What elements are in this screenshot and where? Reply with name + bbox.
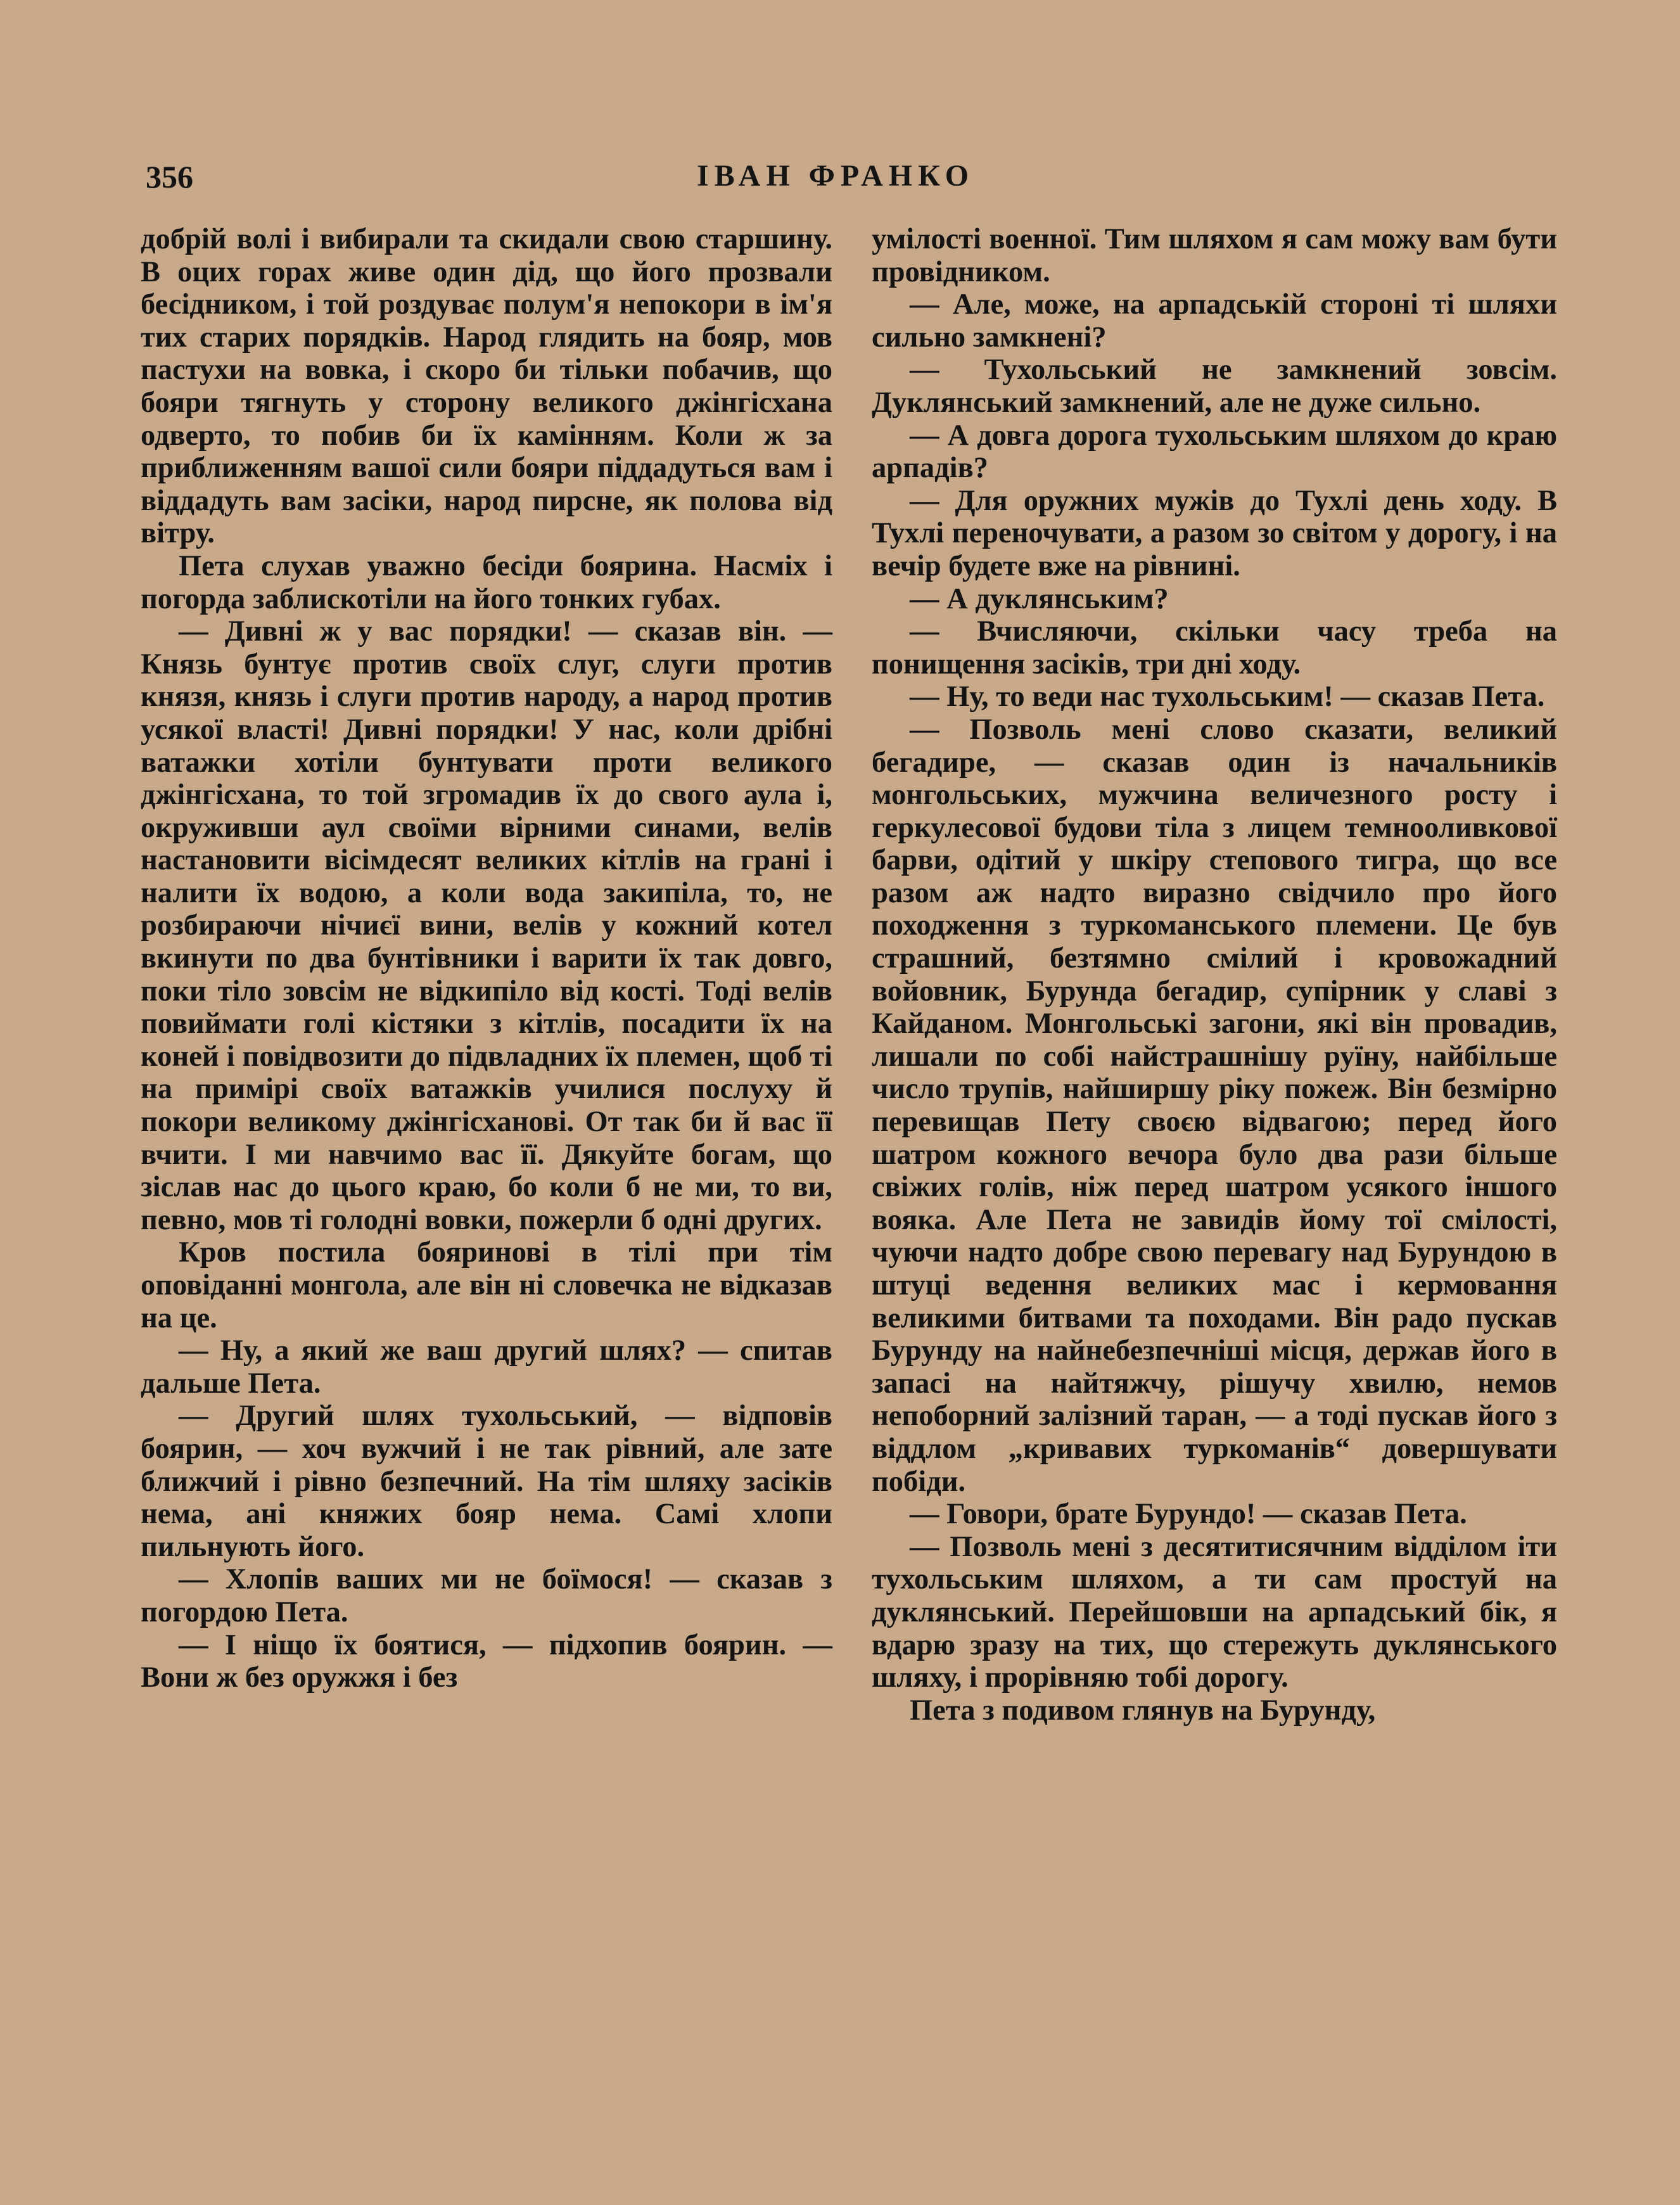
paragraph: — Хлопів ваших ми не боїмося! — сказав з погордою Пета. bbox=[141, 1563, 832, 1628]
paragraph: — Другий шлях тухольський, — відповів боярин, — хоч вужчий і не так рівний, але зате ближчий і рівно безпечний. На тім шляху засіків нема, ані княжих бояр нема. Самі хлопи пильнують його. bbox=[141, 1400, 832, 1563]
paragraph: — Позволь мені з десятитисячним відділом іти тухольським шляхом, а ти сам простуй на дуклянський. Перейшовши на арпадський бік, я вдарю зразу на тих, що стережуть дуклянського шляху, і прорівняю тобі дорогу. bbox=[872, 1530, 1557, 1694]
paragraph: Пета слухав уважно бесіди боярина. Насміх і погорда заблискотіли на його тонких губах. bbox=[141, 549, 832, 615]
paragraph: — А довга дорога тухольським шляхом до краю арпадів? bbox=[872, 419, 1557, 485]
paragraph: добрій волі і вибирали та скидали свою старшину. В оцих горах живе один дід, що його прозвали бесідником, і той роздуває полум'я непокори в ім'я тих старих порядків. Народ глядить на бояр, мов пастухи на вовка, і скоро би тільки побачив, що бояри тягнуть у сторону великого джінгісхана одверто, то побив би їх камінням. Коли ж за приближенням вашої сили бояри піддадуться вам і віддадуть вам засіки, народ пирсне, як полова від вітру. bbox=[141, 223, 832, 550]
paragraph: — Для оружних мужів до Тухлі день ходу. В Тухлі переночувати, а разом зо світом у дорогу, і на вечір будете вже на рівнині. bbox=[872, 484, 1557, 582]
paragraph: Пета з подивом глянув на Бурунду, bbox=[910, 1694, 1376, 1727]
paragraph: — І ніщо їх боятися, — підхопив боярин. — Вони ж без оружжя і без bbox=[141, 1628, 832, 1694]
paragraph: — Вчисляючи, скільки часу треба на понищення засіків, три дні ходу. bbox=[872, 615, 1557, 681]
right-column bbox=[872, 223, 1557, 1727]
paragraph: — Дивні ж у вас порядки! — сказав він. — Князь бунтує против своїх слуг, слуги против князя, князь і слуги против народу, а народ против усякої власті! Дивні порядки! У нас, коли дрібні ватажки хотіли бунтувати проти великого джінгісхана, то той згромадив їх до свого аула і, окруживши аул своїми вірними синами, велів настановити вісімдесят великих кітлів на грані і налити їх водою, а коли вода закипіла, то, не розбираючи нічиєї вини, велів у кожний котел вкинути по два бунтівники і варити їх так довго, поки тіло зовсім не відкипіло від кості. Тоді велів повиймати голі кістяки з кітлів, посадити їх на коней і повідвозити до підвладних їх племен, щоб ті на примірі своїх ватажків училися послуху й покори великому джінгісханові. От так би й вас її вчити. І ми навчимо вас її. Дякуйте богам, що зіслав нас до цього краю, бо коли б не ми, то ви, певно, мов ті голодні вовки, пожерли б одні других. bbox=[141, 615, 832, 1236]
paragraph: умілості военної. Тим шляхом я сам можу вам бути провідником. bbox=[872, 223, 1557, 288]
paragraph: — Ну, то веди нас тухольським! — сказав Пета. bbox=[910, 681, 1545, 713]
paragraph: — Але, може, на арпадській стороні ті шляхи сильно замкнені? bbox=[872, 288, 1557, 354]
left-column bbox=[141, 223, 832, 1694]
page-number: 356 bbox=[146, 159, 193, 195]
paragraph: Кров постила бояринові в тілі при тім оповіданні монгола, але він ні словечка не відказав на це. bbox=[141, 1236, 832, 1334]
paragraph: — Говори, брате Бурундо! — сказав Пета. bbox=[910, 1498, 1467, 1531]
paragraph: — А дуклянським? bbox=[910, 582, 1169, 615]
running-title: ІВАН ФРАНКО bbox=[697, 159, 975, 193]
paragraph: — Тухольський не замкнений зовсім. Дуклянський замкнений, але не дуже сильно. bbox=[872, 354, 1557, 419]
paragraph: — Ну, а який же ваш другий шлях? — спитав дальше Пета. bbox=[141, 1334, 832, 1400]
paragraph: — Позволь мені слово сказати, великий бегадире, — сказав один із начальників монгольських, мужчина величезного росту і геркулесової будови тіла з лицем темнооливкової барви, одітий у шкіру степового тигра, що все разом аж надто виразно свідчило про його походження з туркоманського племени. Це був страшний, безтямно смілий і кровожадний войовник, Бурунда бегадир, супірник у славі з Кайданом. Монгольські загони, які він провадив, лишали по собі найстрашнішу руїну, найбільше число трупів, найширшу ріку пожеж. Він безмірно перевищав Пету своєю відвагою; перед його шатром кожного вечора було два рази більше свіжих голів, ніж перед шатром усякого іншого вояка. Але Пета не завидів йому тої смілості, чуючи надто добре свою перевагу над Бурундою в штуці ведення великих мас і кермовання великими битвами та походами. Він радо пускав Бурунду на найнебезпечніші місця, держав його в запасі на найтяжчу, рішучу хвилю, немов непоборний залізний таран, — а тоді пускав його з віддлом „кривавих туркоманів“ довершувати побіди. bbox=[872, 713, 1557, 1498]
